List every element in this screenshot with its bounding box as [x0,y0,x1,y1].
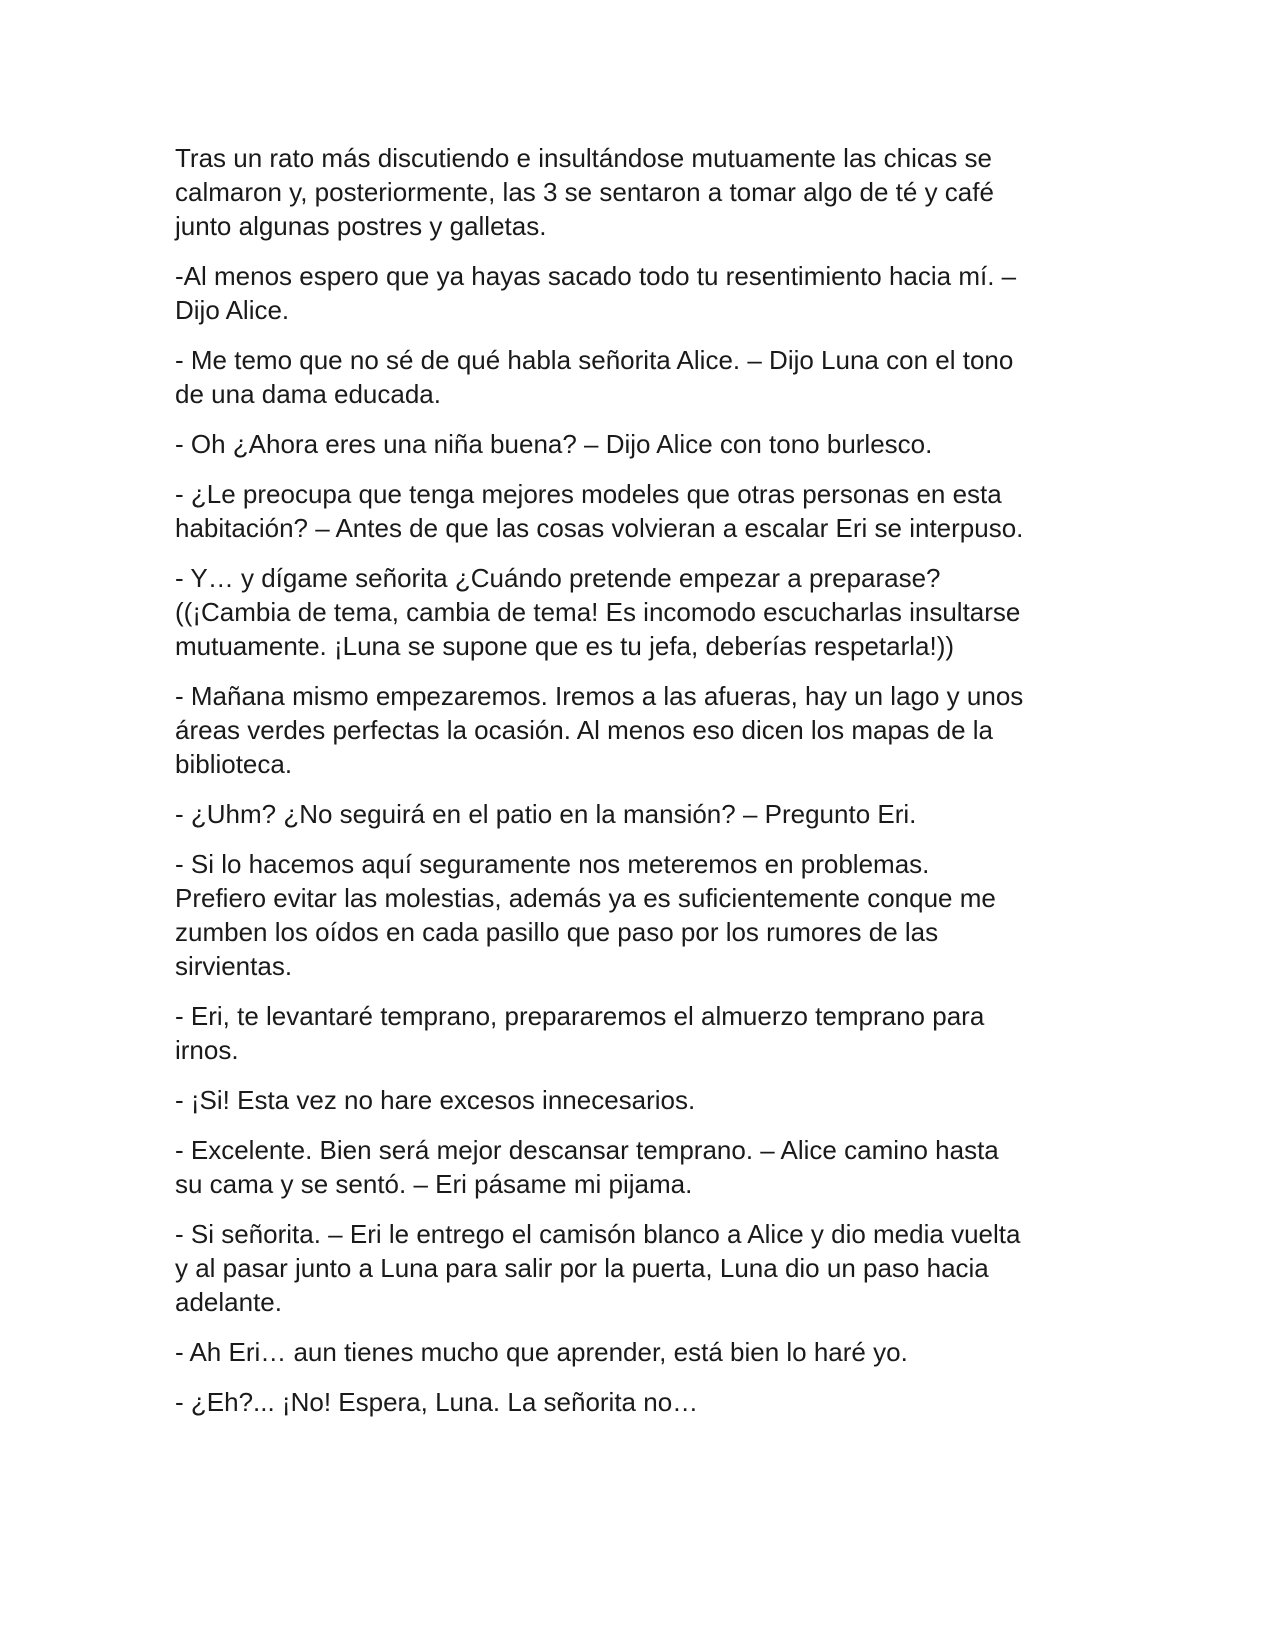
paragraph: - ¿Uhm? ¿No seguirá en el patio en la mansión? – Pregunto Eri. [175,799,917,829]
paragraph: - Y… y dígame señorita ¿Cuándo pretende empezar a preparase? ((¡Cambia de tema, cambia de tema! Es incomodo escucharlas insultarse mutuamente. ¡Luna se supone que es tu jefa, deberías respetarla!)) [175,563,1021,661]
paragraph: - Si señorita. – Eri le entrego el camisón blanco a Alice y dio media vuelta y al pasar junto a Luna para salir por la puerta, Luna dio un paso hacia adelante. [175,1219,1021,1317]
paragraph: - Oh ¿Ahora eres una niña buena? – Dijo Alice con tono burlesco. [175,429,933,459]
paragraph: - Excelente. Bien será mejor descansar temprano. – Alice camino hasta su cama y se sentó. – Eri pásame mi pijama. [175,1135,999,1199]
paragraph: - Me temo que no sé de qué habla señorita Alice. – Dijo Luna con el tono de una dama educada. [175,345,1014,409]
paragraph: - Eri, te levantaré temprano, prepararemos el almuerzo temprano para irnos. [175,1001,985,1065]
paragraph: -Al menos espero que ya hayas sacado todo tu resentimiento hacia mí. – Dijo Alice. [175,261,1017,325]
paragraph: - ¿Eh?... ¡No! Espera, Luna. La señorita no… [175,1387,699,1417]
paragraph: Tras un rato más discutiendo e insultándose mutuamente las chicas se calmaron y, posteriormente, las 3 se sentaron a tomar algo de té y café junto algunas postres y galletas. [175,143,994,241]
paragraph: - Si lo hacemos aquí seguramente nos meteremos en problemas. Prefiero evitar las molestias, además ya es suficientemente conque me zumben los oídos en cada pasillo que paso por los rumores de las sirvientas. [175,849,996,981]
paragraph: - ¡Si! Esta vez no hare excesos innecesarios. [175,1085,696,1115]
body-text [175,141,1095,1435]
paragraph: - ¿Le preocupa que tenga mejores modeles que otras personas en esta habitación? – Antes de que las cosas volvieran a escalar Eri se interpuso. [175,479,1024,543]
paragraph: - Ah Eri… aun tienes mucho que aprender, está bien lo haré yo. [175,1337,908,1367]
paragraph: - Mañana mismo empezaremos. Iremos a las afueras, hay un lago y unos áreas verdes perfectas la ocasión. Al menos eso dicen los mapas de la biblioteca. [175,681,1024,779]
